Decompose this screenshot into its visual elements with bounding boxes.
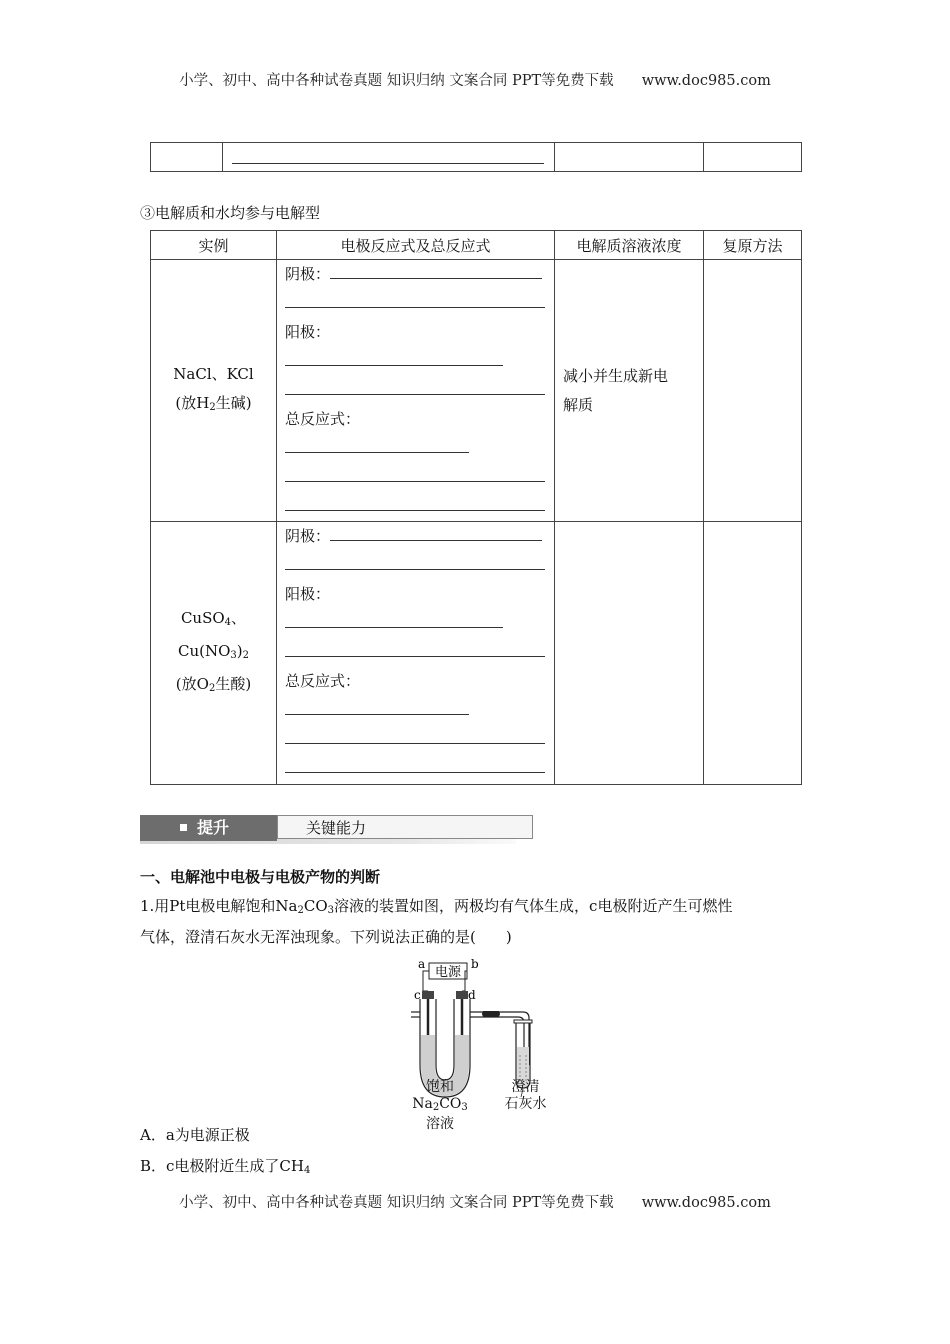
anode-row: 阳极： bbox=[285, 323, 331, 341]
label-d: d bbox=[468, 988, 476, 1002]
row2-concentration bbox=[555, 522, 704, 785]
blank-line bbox=[330, 263, 542, 279]
power-label: 电源 bbox=[434, 965, 462, 980]
blank-line bbox=[285, 757, 545, 773]
blank-line bbox=[232, 148, 544, 164]
section-title: ③电解质和水均参与电解型 bbox=[140, 204, 321, 222]
blank-line bbox=[285, 554, 545, 570]
blank-line bbox=[285, 466, 545, 482]
label-a: a bbox=[418, 957, 426, 971]
blank-line bbox=[330, 525, 542, 541]
row1-restore bbox=[704, 260, 802, 522]
total-row: 总反应式： bbox=[285, 410, 361, 428]
row2-example-line2: $Cu(NO_3)_2$ bbox=[177, 641, 250, 661]
banner-right: 关键能力 bbox=[277, 815, 533, 839]
key-ability-banner bbox=[140, 815, 516, 844]
remnant-cell bbox=[555, 143, 704, 172]
row1-concentration: 减小并生成新电 解质 bbox=[555, 260, 704, 522]
electrolysis-table bbox=[150, 230, 802, 785]
electrolysis-apparatus-figure bbox=[395, 955, 560, 1132]
header-example: 实例 bbox=[151, 231, 277, 260]
blank-line bbox=[285, 437, 469, 453]
total-row: 总反应式： bbox=[285, 672, 361, 690]
part-title: 一、电解池中电极与电极产物的判断 bbox=[140, 868, 381, 886]
row2-example-line3: (放$O_2$生酸) bbox=[175, 674, 252, 694]
option-b: B．c电极附近生成了$CH_4$ bbox=[140, 1157, 311, 1176]
question-line2: 气体，澄清石灰水无浑浊现象。下列说法正确的是( ) bbox=[140, 928, 512, 946]
header-concentration: 电解质溶液浓度 bbox=[555, 231, 704, 260]
row2-example bbox=[151, 522, 277, 785]
blank-line bbox=[285, 350, 503, 366]
cathode-label: 阴极： bbox=[285, 527, 331, 545]
header-text: 小学、初中、高中各种试卷真题 知识归纳 文案合同 PPT等免费下载 bbox=[179, 73, 614, 89]
row2-restore bbox=[704, 522, 802, 785]
cathode-row bbox=[277, 522, 554, 551]
solution-label: 饱和$Na_2CO_3$ 溶液 bbox=[412, 1079, 468, 1132]
previous-table-remnant bbox=[150, 142, 802, 172]
blank-line bbox=[285, 292, 545, 308]
header-site: www.doc985.com bbox=[641, 73, 771, 89]
square-icon bbox=[180, 824, 187, 831]
anode-row: 阳极： bbox=[285, 585, 331, 603]
blank-line bbox=[285, 495, 545, 511]
row1-example-line1: NaCl、KCl bbox=[173, 364, 254, 383]
blank-line bbox=[285, 612, 503, 628]
blank-line bbox=[285, 641, 545, 657]
blank-line bbox=[285, 699, 469, 715]
page-footer bbox=[0, 1191, 950, 1212]
footer-site: www.doc985.com bbox=[641, 1195, 771, 1211]
row1-example-line2: (放$H_2$生碱) bbox=[175, 393, 252, 413]
label-b: b bbox=[471, 957, 479, 971]
remnant-cell bbox=[151, 143, 223, 172]
cathode-row bbox=[277, 260, 554, 289]
banner-left: 提升 bbox=[140, 815, 277, 841]
row1-equations bbox=[277, 260, 555, 522]
label-c: c bbox=[414, 988, 421, 1002]
question-line1: 1.用Pt电极电解饱和$Na_2CO_3$溶液的装置如图，两极均有气体生成，c电极附近产生可燃性 bbox=[140, 897, 733, 916]
limewater-label: 澄清 石灰水 bbox=[504, 1079, 547, 1112]
footer-text: 小学、初中、高中各种试卷真题 知识归纳 文案合同 PPT等免费下载 bbox=[179, 1195, 614, 1211]
blank-line bbox=[285, 728, 545, 744]
row2-example-line1: CuSO$_4$、 bbox=[180, 608, 247, 628]
blank-line bbox=[285, 379, 545, 395]
header-equations: 电极反应式及总反应式 bbox=[277, 231, 555, 260]
header-restore: 复原方法 bbox=[704, 231, 802, 260]
row1-example bbox=[151, 260, 277, 522]
remnant-cell bbox=[704, 143, 802, 172]
cathode-label: 阴极： bbox=[285, 265, 331, 283]
page-header bbox=[0, 69, 950, 90]
remnant-line-cell bbox=[223, 143, 555, 172]
row2-equations bbox=[277, 522, 555, 785]
option-a: A．a为电源正极 bbox=[140, 1126, 250, 1144]
